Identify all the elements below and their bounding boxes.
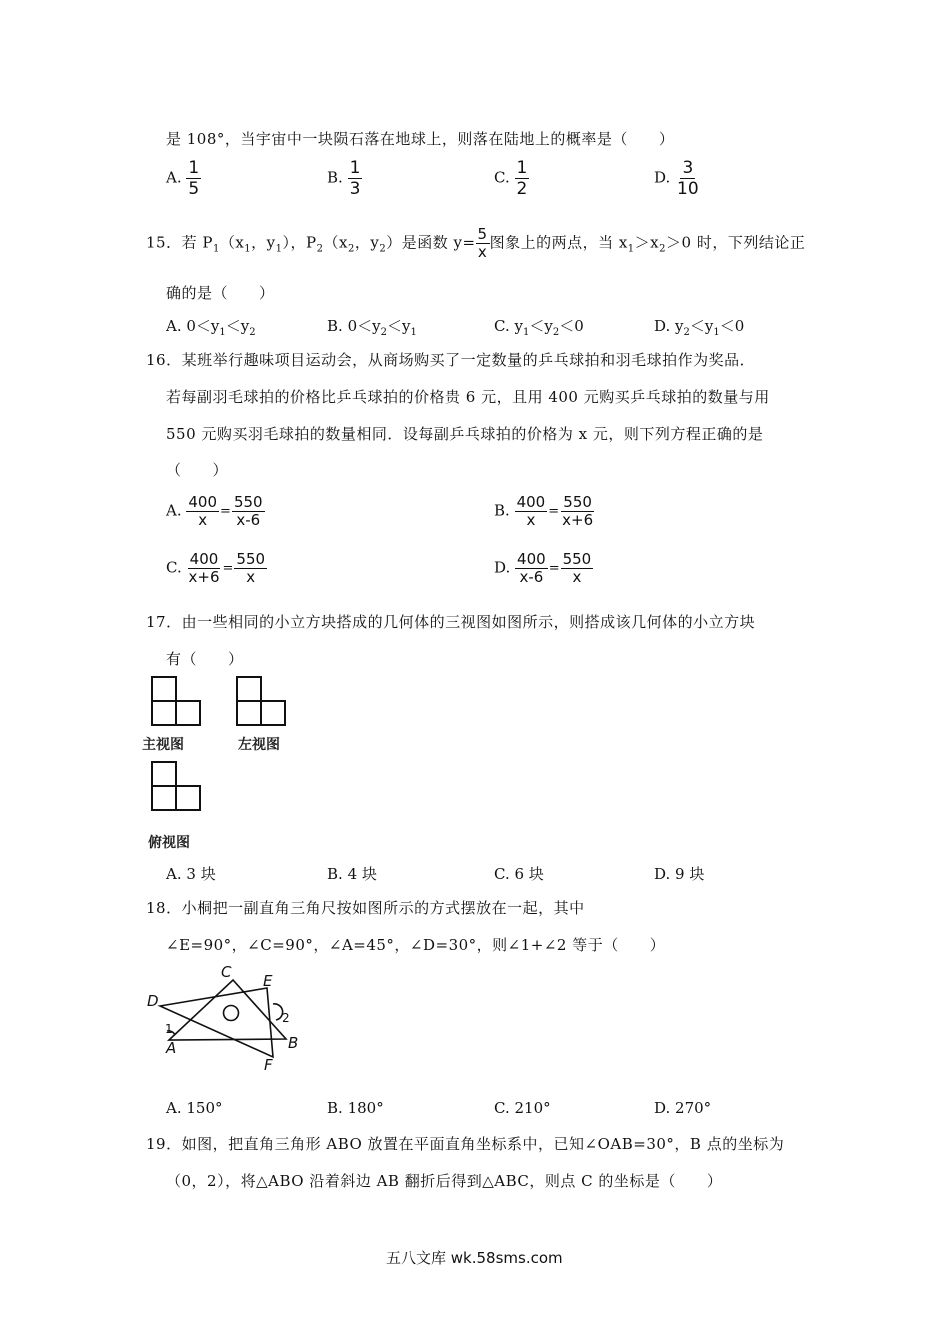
left-view-drawing	[237, 677, 285, 725]
label-b: B	[288, 1034, 299, 1052]
triangle-def	[160, 988, 273, 1057]
triangles-figure	[140, 962, 315, 1074]
fraction: $\frac{550}{x}$	[562, 550, 592, 586]
q16-stem-line3: 550 元购买羽毛球拍的数量相同．设每副乒乓球拍的价格为 x 元，则下列方程正确的是	[166, 425, 764, 443]
top-view-label: 俯视图	[148, 835, 190, 851]
fraction: $\frac{550}{x+6}$	[562, 493, 594, 529]
label-a: A	[166, 1039, 177, 1057]
q16-stem-line1: 16．某班举行趣味项目运动会，从商场购买了一定数量的乒乓球拍和羽毛球拍作为奖品．	[146, 351, 756, 369]
label-angle-2: 2	[282, 1011, 290, 1025]
fraction: $\frac{400}{x}$	[188, 493, 218, 529]
q17-option-d[interactable]: D. 9 块	[654, 865, 705, 883]
fraction: $\frac{550}{x-6}$	[233, 493, 263, 529]
q16-option-b[interactable]: B. $\frac{400}{x}$ = $\frac{550}{x+6}$	[494, 493, 594, 529]
fraction: $\frac{550}{x}$	[236, 550, 266, 586]
q14-option-d[interactable]: D. $\frac{3}{10}$	[654, 158, 699, 199]
fraction: $\frac{1}{5}$	[188, 158, 200, 199]
q19-stem-line2: （0，2），将△ABO 沿着斜边 AB 翻折后得到△ABC，则点 C 的坐标是（ ）	[166, 1172, 723, 1190]
q19-stem-line1: 19．如图，把直角三角形 ABO 放置在平面直角坐标系中，已知∠OAB=30°，B 点的坐标为	[146, 1135, 785, 1153]
q18-option-a[interactable]: A. 150°	[166, 1099, 223, 1117]
q15-option-a[interactable]: A. $0<y_1<y_2$	[166, 317, 256, 338]
q17-option-b[interactable]: B. 4 块	[327, 865, 377, 883]
q17-option-a[interactable]: A. 3 块	[166, 865, 216, 883]
q18-stem-line2: ∠E=90°，∠C=90°，∠A=45°，∠D=30°，则∠1+∠2 等于（ ）	[166, 936, 666, 954]
three-views-figure	[140, 672, 310, 854]
label-d: D	[147, 992, 159, 1010]
q16-option-c[interactable]: C. $\frac{400}{x+6}$ = $\frac{550}{x}$	[166, 550, 266, 586]
q14-option-c[interactable]: C. $\frac{1}{2}$	[494, 158, 528, 199]
q16-stem-line2: 若每副羽毛球拍的价格比乒乓球拍的价格贵 6 元，且用 400 元购买乒乓球拍的数量与用	[166, 388, 770, 406]
q15-option-d[interactable]: D. $y_2<y_1<0$	[654, 317, 745, 338]
q17-stem-line2: 有（ ）	[166, 650, 244, 668]
q16-option-d[interactable]: D. $\frac{400}{x-6}$ = $\frac{550}{x}$	[494, 550, 592, 586]
q17-stem-line1: 17．由一些相同的小立方块搭成的几何体的三视图如图所示，则搭成该几何体的小立方块	[146, 613, 756, 631]
label-c: C	[221, 963, 232, 981]
q15-option-b[interactable]: B. $0<y_2<y_1$	[327, 317, 417, 338]
label-f: F	[264, 1056, 273, 1074]
fraction: $\frac{400}{x}$	[516, 493, 546, 529]
front-view-label: 主视图	[142, 737, 184, 753]
footer-watermark: 五八文库 wk.58sms.com	[386, 1249, 563, 1267]
fraction: $\frac{5}{x}$	[477, 225, 488, 261]
q15-stem-line2: 确的是（ ）	[166, 284, 275, 302]
q14-option-a[interactable]: A. $\frac{1}{5}$	[166, 158, 200, 199]
front-view-drawing	[152, 677, 200, 725]
q16-stem-line4: （ ）	[166, 461, 229, 479]
q15-stem: 15．若 $P_1(x_1$，$y_1$），$P_2(x_2$，$y_2$）是函数 y= $\frac{5}{x}$ 图象上的两点，当 $x_1>x_2>0$ 时，下列结论正	[146, 225, 806, 261]
q15-option-c[interactable]: C. $y_1<y_2<0$	[494, 317, 584, 338]
q14-stem: 是 108°，当宇宙中一块陨石落在地球上，则落在陆地上的概率是（ ）	[166, 130, 675, 148]
q18-option-b[interactable]: B. 180°	[327, 1099, 384, 1117]
fraction: $\frac{1}{3}$	[349, 158, 361, 199]
label-angle-1: 1	[165, 1022, 173, 1036]
fraction: $\frac{400}{x-6}$	[517, 550, 546, 586]
q18-stem-line1: 18．小桐把一副直角三角尺按如图所示的方式摆放在一起，其中	[146, 899, 585, 917]
left-view-label: 左视图	[238, 737, 280, 753]
q16-option-a[interactable]: A. $\frac{400}{x}$ = $\frac{550}{x-6}$	[166, 493, 263, 529]
top-view-drawing	[152, 762, 200, 810]
q18-option-c[interactable]: C. 210°	[494, 1099, 551, 1117]
q18-option-d[interactable]: D. 270°	[654, 1099, 712, 1117]
fraction: $\frac{3}{10}$	[677, 158, 699, 199]
q17-option-c[interactable]: C. 6 块	[494, 865, 544, 883]
label-e: E	[263, 972, 273, 990]
center-circle	[224, 1006, 239, 1021]
q14-option-b[interactable]: B. $\frac{1}{3}$	[327, 158, 361, 199]
fraction: $\frac{1}{2}$	[516, 158, 528, 199]
fraction: $\frac{400}{x+6}$	[188, 550, 220, 586]
